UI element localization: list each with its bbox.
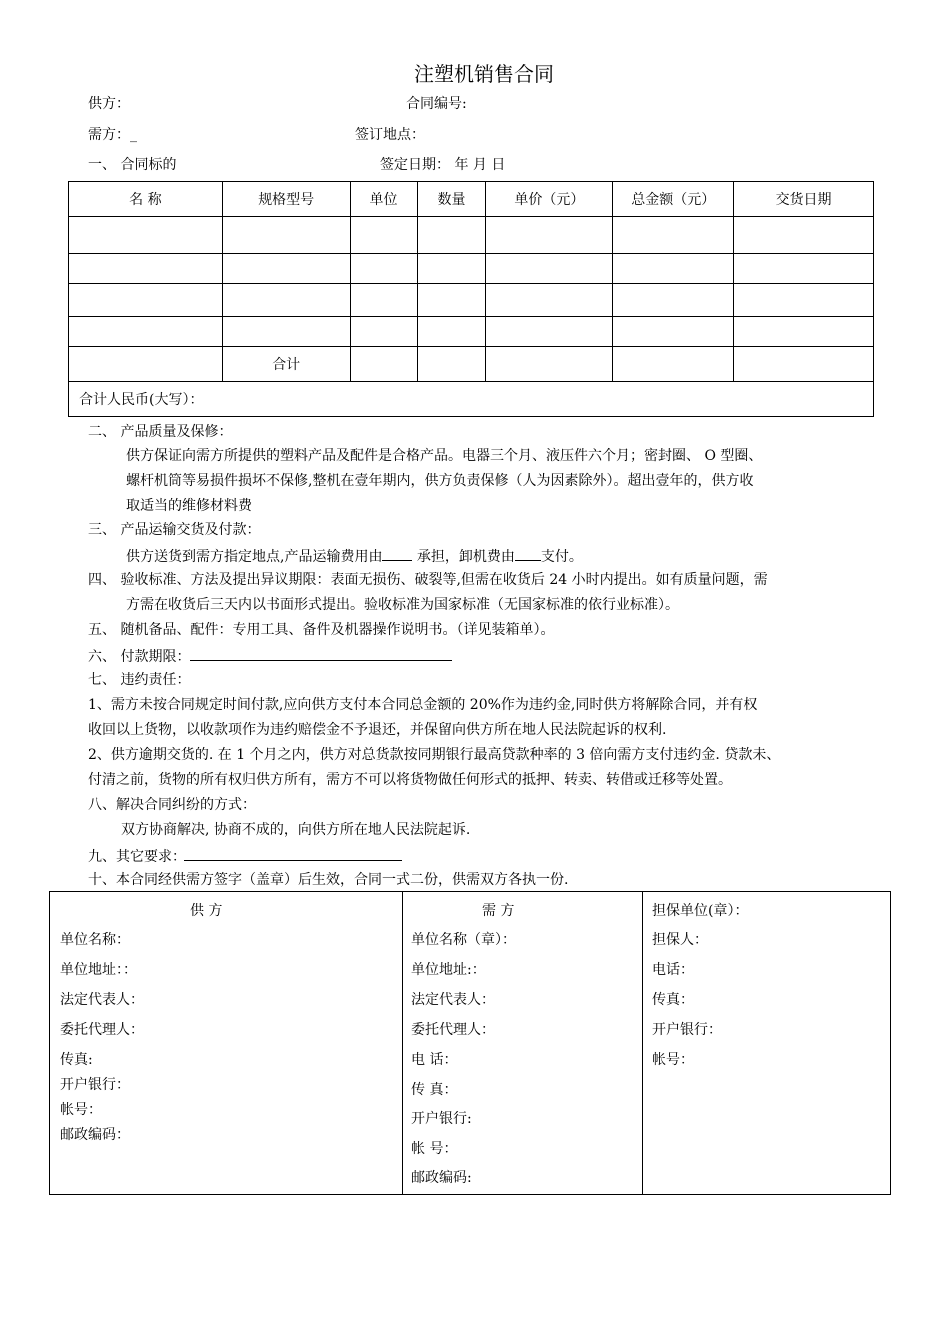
sign-place-label: 签订地点： (355, 127, 425, 143)
section-8-title: 八、解决合同纠纷的方式： (88, 797, 256, 813)
goods-table (68, 181, 874, 417)
rmb-total-row (69, 382, 874, 417)
section-7-title: 七、 违约责任： (88, 672, 191, 688)
buyer-blank-mark: _ (130, 127, 137, 143)
buyer-field: 传 真： (411, 1082, 458, 1098)
section-8-line: 双方协商解决, 协商不成的，向供方所在地人民法院起诉. (121, 822, 471, 838)
section-3-text: 承担，卸机费由 (416, 549, 515, 565)
supplier-field: 帐号： (60, 1102, 102, 1118)
table-row (69, 317, 874, 347)
section-3-text: 供方送货到需方指定地点,产品运输费用由 (126, 549, 383, 565)
other-requirements-blank (184, 846, 402, 861)
guarantor-field: 开户银行： (652, 1022, 722, 1038)
table-row (69, 254, 874, 284)
section-3-title: 三、 产品运输交货及付款： (88, 522, 261, 538)
guarantor-field: 担保人： (652, 932, 708, 948)
supplier-field: 传真: (60, 1052, 93, 1068)
column-header: 数量 (417, 182, 486, 217)
section-9-line (88, 846, 402, 866)
signature-block (49, 891, 891, 1195)
buyer-field: 委托代理人： (411, 1022, 495, 1038)
section-5-line: 五、 随机备品、配件：专用工具、备件及机器操作说明书。（详见装箱单）。 (88, 622, 555, 638)
buyer-field: 单位名称（章）： (411, 932, 516, 948)
supplier-label: 供方： (88, 96, 130, 112)
column-header: 规格型号 (222, 182, 350, 217)
section-9-text: 九、其它要求： (88, 849, 186, 865)
column-header: 单位 (350, 182, 417, 217)
buyer-field: 邮政编码: (411, 1170, 472, 1186)
section-7-line: 收回以上货物，以收款项作为违约赔偿金不予退还，并保留向供方所在地人民法院起诉的权利. (88, 722, 667, 738)
buyer-label-text: 需方： (88, 127, 130, 143)
guarantor-field: 传真： (652, 992, 694, 1008)
supplier-field: 法定代表人： (60, 992, 144, 1008)
rmb-total-label: 合计人民币(大写）： (69, 382, 874, 417)
table-row (69, 217, 874, 254)
total-label: 合计 (222, 347, 350, 382)
buyer-field: 单位地址:： (411, 962, 486, 978)
column-header: 名 称 (69, 182, 223, 217)
guarantor-field: 帐号： (652, 1052, 694, 1068)
page-title: 注塑机销售合同 (414, 62, 554, 86)
table-total-row (69, 347, 874, 382)
section-2-line: 螺杆机筒等易损件损坏不保修,整机在壹年期内，供方负责保修（人为因素除外）。超出壹年的，供方收 (126, 473, 754, 489)
buyer-field: 电 话： (411, 1052, 458, 1068)
section-4-line: 四、 验收标准、方法及提出异议期限：表面无损伤、破裂等,但需在收货后 24 小时内提出。如有质量问题，需 (88, 572, 768, 588)
section-10-line: 十、本合同经供需方签字（盖章）后生效，合同一式二份，供需双方各执一份. (88, 872, 569, 888)
unloading-blank (515, 546, 541, 561)
section-2-line: 取适当的维修材料费 (126, 498, 252, 514)
section-2-line: 供方保证向需方所提供的塑料产品及配件是合格产品。电器三个月、液压件六个月；密封圈、 O 型圈、 (126, 448, 763, 464)
table-row (69, 284, 874, 317)
buyer-field: 法定代表人： (411, 992, 495, 1008)
section-7-line: 付清之前，货物的所有权归供方所有，需方不可以将货物做任何形式的抵押、转卖、转借或迁移等处置。 (88, 772, 732, 788)
guarantor-field: 电话： (652, 962, 694, 978)
guarantor-column (642, 892, 890, 1194)
section-3-text: 支付。 (540, 549, 583, 565)
payment-term-blank (190, 646, 452, 661)
buyer-column (402, 892, 643, 1194)
column-header: 交货日期 (734, 182, 874, 217)
section-2-title: 二、 产品质量及保修： (88, 424, 233, 440)
buyer-label (88, 126, 137, 144)
section-4-line: 方需在收货后三天内以书面形式提出。验收标准为国家标准（无国家标准的依行业标准）。 (126, 597, 679, 613)
guarantor-field: 担保单位(章）： (652, 903, 749, 919)
buyer-field: 开户银行: (411, 1111, 472, 1127)
supplier-field: 单位名称： (60, 932, 130, 948)
freight-blank (382, 546, 412, 561)
buyer-header: 需 方 (482, 903, 515, 919)
supplier-field: 开户银行： (60, 1077, 130, 1093)
supplier-field: 委托代理人： (60, 1022, 144, 1038)
section-3-line (126, 546, 583, 566)
supplier-field: 邮政编码： (60, 1127, 130, 1143)
section-6-line (88, 646, 452, 666)
table-header-row (69, 182, 874, 217)
section-1-title: 一、 合同标的 (88, 157, 177, 173)
section-7-line: 1、需方未按合同规定时间付款,应向供方支付本合同总金额的 20%作为违约金,同时供方将解除合同，并有权 (88, 697, 758, 713)
contract-number-label: 合同编号: (406, 96, 467, 112)
sign-date-label: 签定日期： 年 月 日 (380, 157, 506, 173)
supplier-field: 单位地址：： (60, 962, 137, 978)
buyer-field: 帐 号： (411, 1141, 458, 1157)
section-6-text: 六、 付款期限： (88, 649, 191, 665)
column-header: 总金额（元） (613, 182, 734, 217)
supplier-header: 供 方 (190, 903, 223, 919)
supplier-column (50, 892, 403, 1194)
column-header: 单价（元） (486, 182, 613, 217)
section-7-line: 2、供方逾期交货的. 在 1 个月之内，供方对总货款按同期银行最高贷款种率的 3 倍向需方支付违约金. 贷款未、 (88, 747, 781, 763)
